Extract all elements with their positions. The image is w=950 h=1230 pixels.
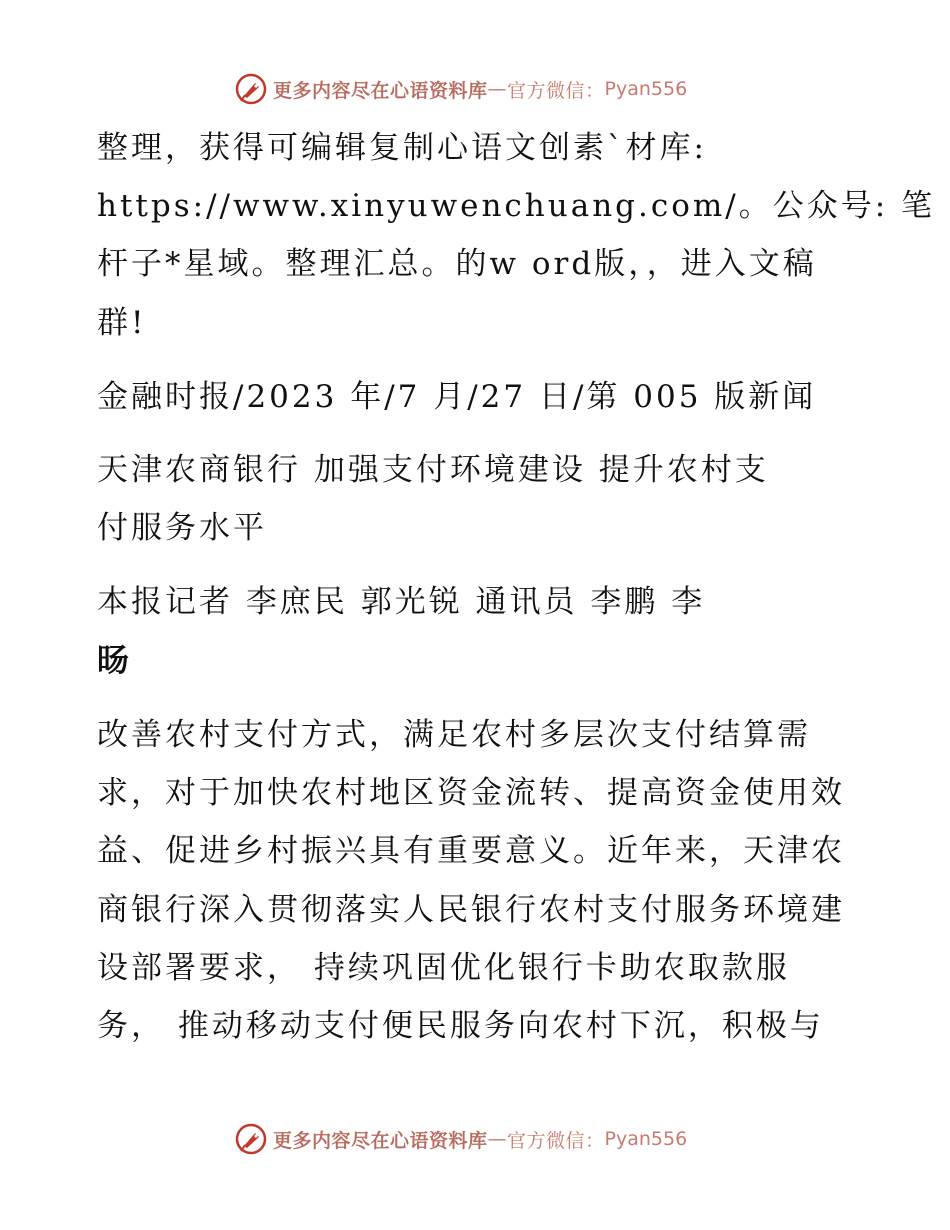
footer-banner: [235, 1122, 687, 1156]
body-line-intro-4: 群!: [97, 305, 147, 341]
banner-dash: —: [487, 78, 508, 100]
banner-main-text: 更多内容尽在心语资料库: [273, 79, 488, 102]
body-line-intro-1: 整理，获得可编辑复制心语文创素`材库:: [97, 130, 707, 166]
byline-line-2: 旸: [97, 641, 133, 679]
banner-official-label: 官方微信：: [507, 79, 605, 102]
pen-nib-logo-icon: [235, 1123, 267, 1155]
body-line-intro-3: 杆子*星域。整理汇总。的w ord版，，进入文稿: [97, 246, 817, 282]
banner-wechat-id: Pyan556: [604, 1128, 688, 1150]
header-banner: [235, 72, 687, 106]
paragraph-line-6: 务， 推动移动支付便民服务向农村下沉，积极与: [97, 1008, 824, 1044]
headline-line-2: 付服务水平: [97, 510, 267, 546]
banner-official-label: 官方微信：: [507, 1129, 605, 1152]
paragraph-line-4: 商银行深入贯彻落实人民银行农村支付服务环境建: [97, 892, 845, 928]
paragraph-line-1: 改善农村支付方式，满足农村多层次支付结算需: [97, 717, 811, 753]
banner-main-text: 更多内容尽在心语资料库: [273, 1129, 488, 1152]
body-line-url: https://www.xinyuwenchuang.com/。公众号: 笔: [97, 188, 936, 224]
paragraph-line-2: 求，对于加快农村地区资金流转、提高资金使用效: [97, 775, 845, 811]
banner-wechat-id: Pyan556: [604, 78, 688, 100]
pen-nib-logo-icon: [235, 73, 267, 105]
paragraph-line-5: 设部署要求， 持续巩固优化银行卡助农取款服: [97, 950, 790, 986]
banner-dash: —: [487, 1128, 508, 1150]
byline-line-1: 本报记者 李庶民 郭光锐 通讯员 李鹏 李: [97, 584, 706, 620]
headline-line-1: 天津农商银行 加强支付环境建设 提升农村支: [97, 452, 769, 488]
paragraph-line-3: 益、促进乡村振兴具有重要意义。近年来，天津农: [97, 833, 845, 869]
source-line: 金融时报/2023 年/7 月/27 日/第 005 版新闻: [97, 379, 817, 415]
